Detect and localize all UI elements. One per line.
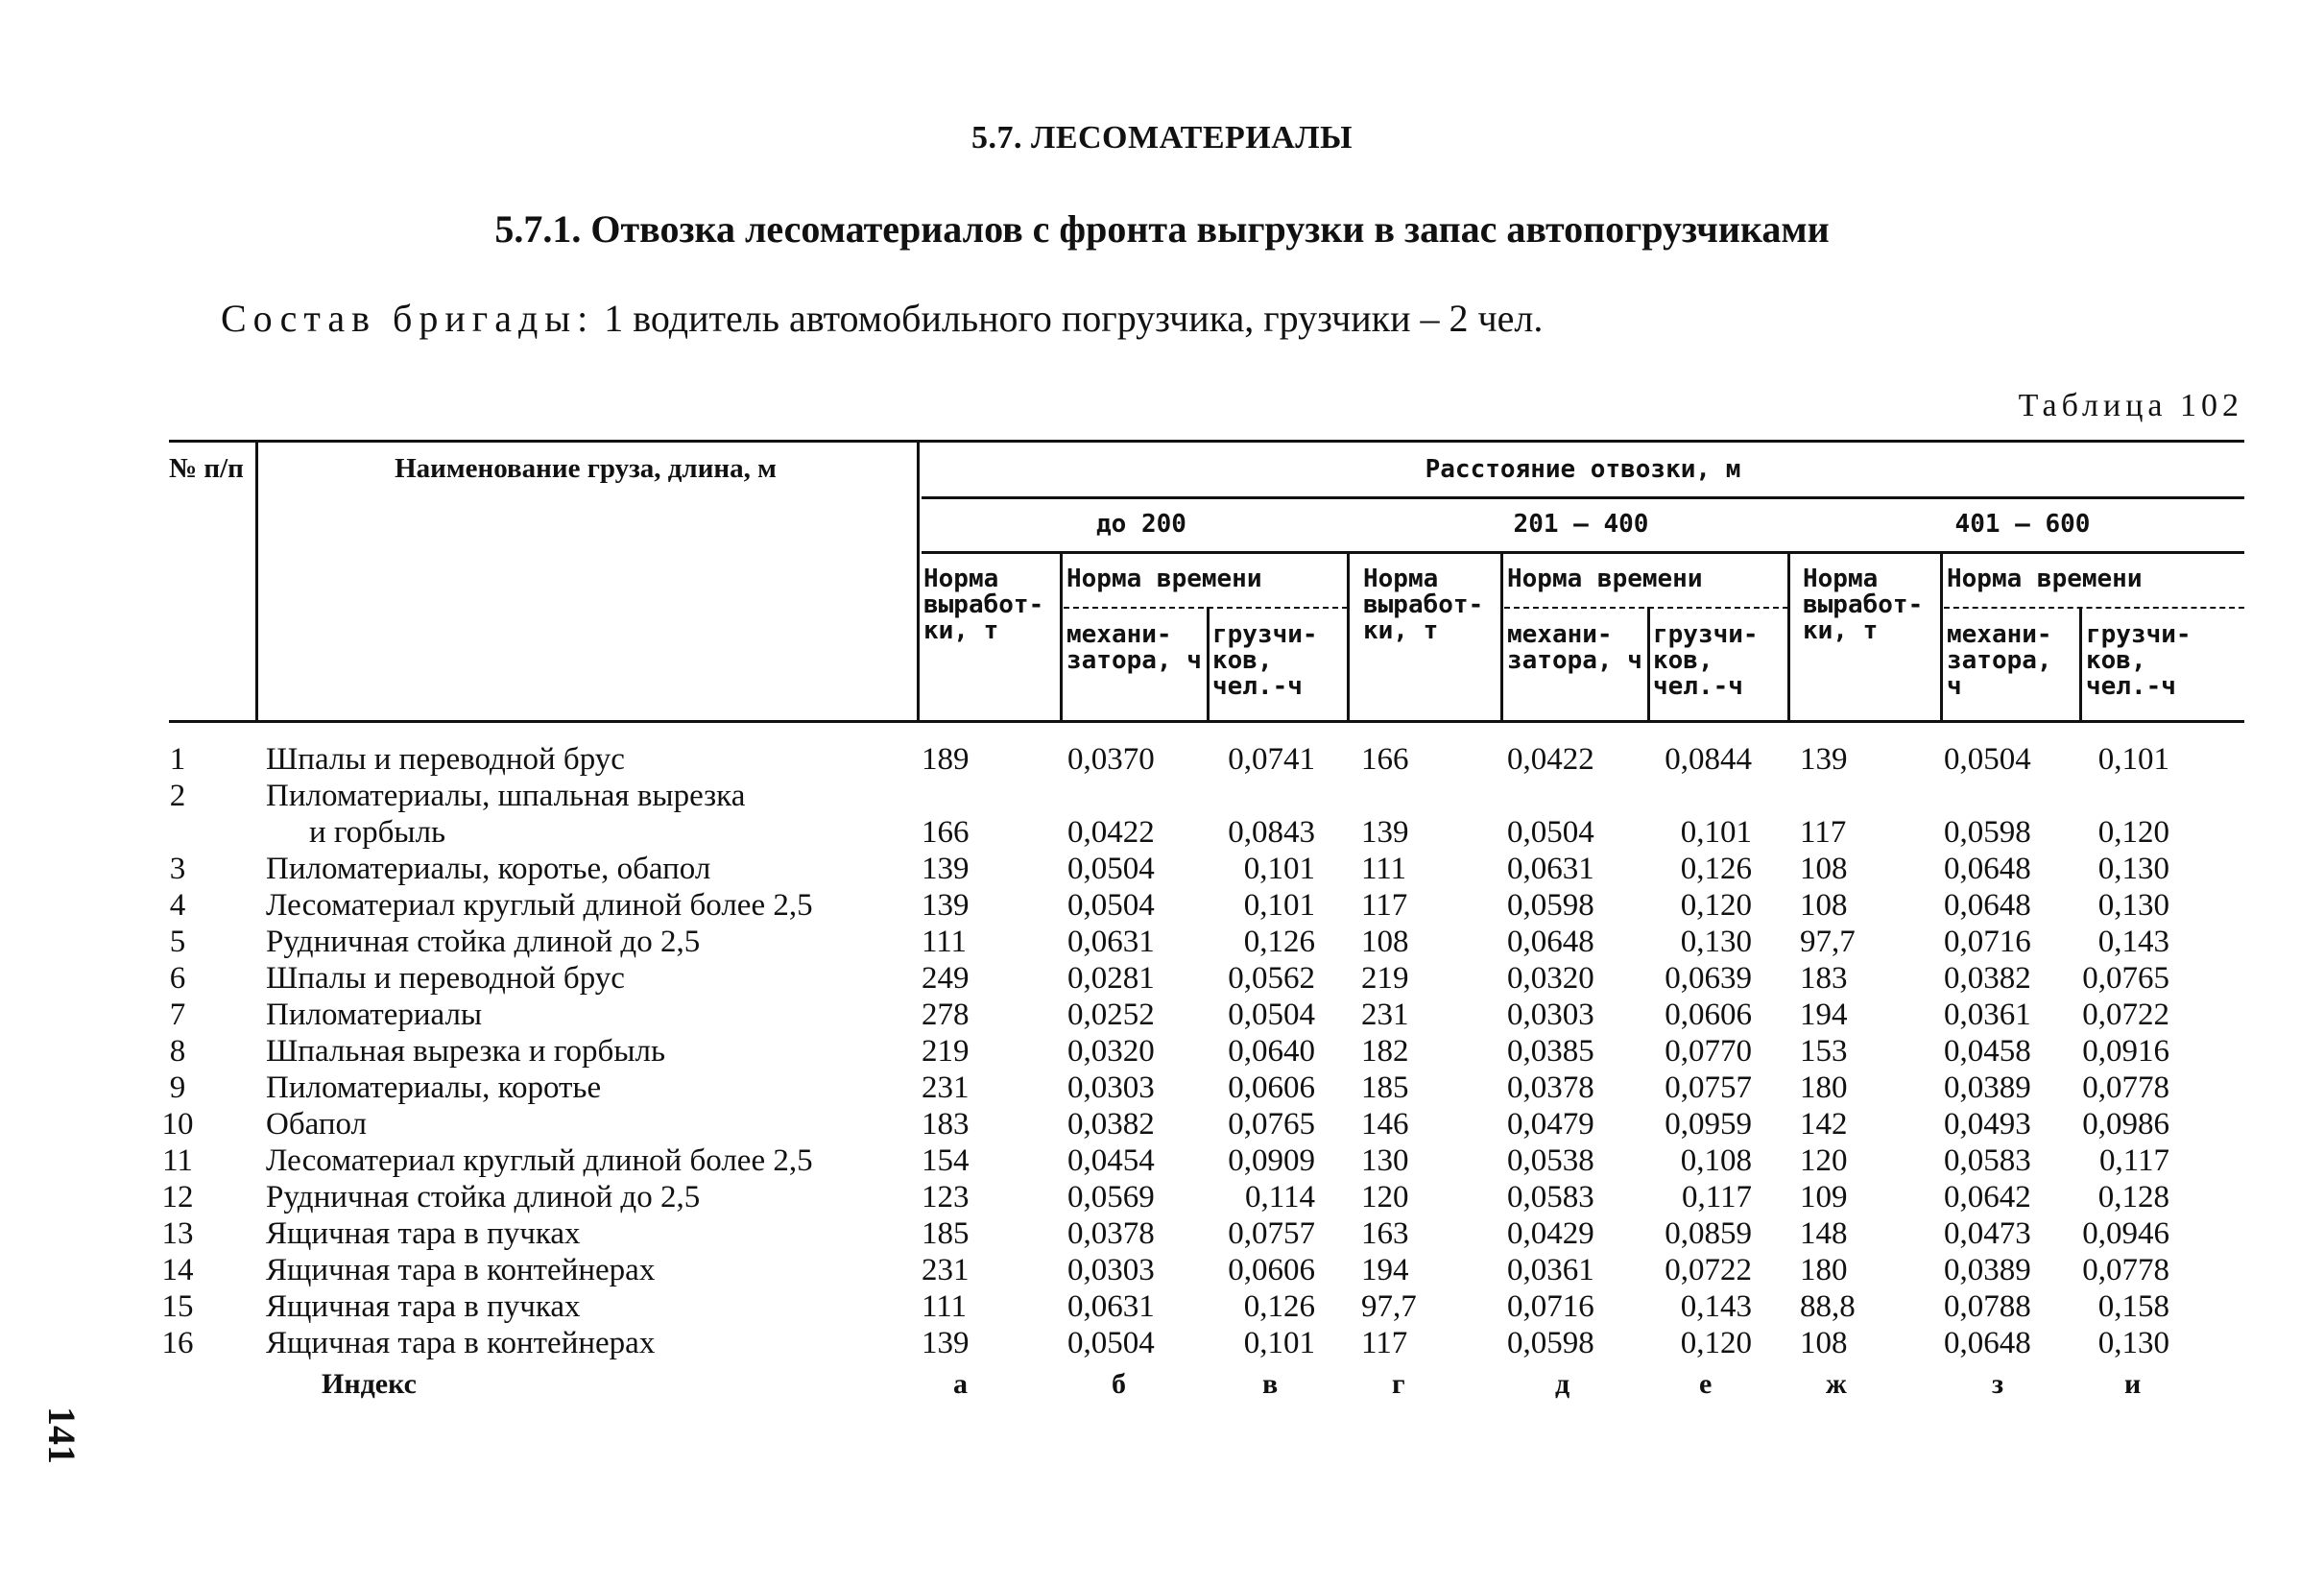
- vrule-1c: [1347, 554, 1350, 720]
- row-value: 0,0303: [1067, 1253, 1155, 1287]
- row-value: 0,0778: [2082, 1070, 2169, 1105]
- row-value: 0,0281: [1067, 961, 1155, 996]
- row-name: Обапол: [266, 1107, 368, 1142]
- row-value: 148: [1800, 1216, 1848, 1251]
- row-value: 231: [922, 1253, 970, 1287]
- row-value: 88,8: [1800, 1289, 1856, 1324]
- row-value: 0,126: [1243, 1289, 1315, 1324]
- row-value: 194: [1800, 998, 1848, 1032]
- page-number: 141: [40, 1407, 84, 1464]
- row-value: 120: [1800, 1143, 1848, 1178]
- table-row: [0, 960, 2324, 997]
- row-value: 142: [1800, 1107, 1848, 1142]
- index-letter: а: [953, 1368, 968, 1400]
- row-value: 0,0859: [1665, 1216, 1752, 1251]
- table-row: [0, 778, 2324, 850]
- row-value: 0,0389: [1944, 1070, 2031, 1105]
- vrule-num: [255, 440, 258, 720]
- row-value: 0,0370: [1067, 742, 1155, 777]
- vrule-3a: [1940, 554, 1943, 720]
- row-number: 16: [161, 1326, 194, 1360]
- row-value: 0,0252: [1067, 998, 1155, 1032]
- row-value: 0,0716: [1944, 925, 2031, 959]
- header-rule-groups: [922, 551, 2244, 554]
- crew-text: 1 водитель автомобильного погрузчика, грузчики – 2 чел.: [604, 297, 1544, 340]
- row-value: 0,0716: [1507, 1289, 1594, 1324]
- header-norm-time-1: Норма времени: [1066, 565, 1262, 593]
- row-value: 0,120: [1680, 888, 1752, 923]
- row-number: 1: [169, 742, 186, 777]
- row-value: 0,0598: [1507, 888, 1594, 923]
- table-row: [0, 741, 2324, 778]
- row-value: 0,0648: [1944, 1326, 2031, 1360]
- row-value: 0,130: [2097, 852, 2169, 886]
- index-letter: в: [1262, 1368, 1279, 1400]
- table-row: [0, 1033, 2324, 1070]
- row-value: 0,0382: [1944, 961, 2031, 996]
- row-name: Ящичная тара в пучках: [266, 1216, 581, 1251]
- row-value: 0,0361: [1507, 1253, 1594, 1287]
- vrule-name: [917, 440, 920, 720]
- header-rule-time-3: [1944, 607, 2244, 609]
- row-value: 194: [1361, 1253, 1409, 1287]
- table-row: [0, 1179, 2324, 1215]
- vrule-2c: [1787, 554, 1790, 720]
- row-value: 0,128: [2097, 1180, 2169, 1214]
- row-value: 0,0765: [1228, 1107, 1315, 1142]
- row-value: 166: [1361, 742, 1409, 777]
- row-value: 0,158: [2097, 1289, 2169, 1324]
- table-row: [0, 1325, 2324, 1361]
- row-value: 0,0378: [1067, 1216, 1155, 1251]
- row-name: Пиломатериалы, коротье: [266, 1070, 602, 1105]
- row-value: 139: [1800, 742, 1848, 777]
- row-value: 117: [1800, 815, 1847, 850]
- row-value: 0,0361: [1944, 998, 2031, 1032]
- row-value: 0,0722: [1665, 1253, 1752, 1287]
- table-row: [0, 997, 2324, 1033]
- row-value: 0,0382: [1067, 1107, 1155, 1142]
- row-value: 0,0778: [2082, 1253, 2169, 1287]
- vrule-1b: [1207, 607, 1210, 720]
- table-row: [0, 924, 2324, 960]
- table-row: [0, 887, 2324, 924]
- header-top-rule: [169, 440, 2244, 443]
- header-rule-time-2: [1504, 607, 1788, 609]
- index-letter: з: [1992, 1368, 2004, 1400]
- row-value: 0,0493: [1944, 1107, 2031, 1142]
- row-value: 0,0598: [1944, 815, 2031, 850]
- vrule-2a: [1500, 554, 1503, 720]
- row-value: 163: [1361, 1216, 1409, 1251]
- row-value: 0,101: [1243, 888, 1315, 923]
- header-distance: Расстояние отвозки, м: [1425, 455, 1741, 484]
- row-value: 0,120: [2097, 815, 2169, 850]
- row-value: 139: [922, 888, 970, 923]
- row-number: 3: [169, 852, 186, 886]
- row-value: 0,0765: [2082, 961, 2169, 996]
- table-header: [0, 0, 2324, 730]
- row-value: 0,0916: [2082, 1034, 2169, 1069]
- header-loaders-2: грузчи-ков, чел.-ч: [1653, 620, 1759, 701]
- header-operator-3: механи-затора, ч: [1947, 620, 2052, 701]
- row-value: 109: [1800, 1180, 1848, 1214]
- row-name: Шпалы и переводной брус: [266, 742, 625, 777]
- header-rule-distance: [922, 496, 2244, 499]
- row-value: 130: [1361, 1143, 1409, 1178]
- row-value: 0,126: [1680, 852, 1752, 886]
- header-norm-output-3: Норма выработ-ки, т: [1803, 565, 1924, 645]
- row-value: 0,108: [1680, 1143, 1752, 1178]
- row-value: 185: [1361, 1070, 1409, 1105]
- row-name: Пиломатериалы, коротье, обапол: [266, 852, 711, 886]
- row-value: 97,7: [1361, 1289, 1417, 1324]
- row-value: 0,0378: [1507, 1070, 1594, 1105]
- row-value: 0,130: [2097, 888, 2169, 923]
- row-value: 249: [922, 961, 970, 996]
- row-number: 4: [169, 888, 186, 923]
- subsection-title: 5.7.1. Отвозка лесоматериалов с фронта выгрузки в запас автопогрузчиками: [494, 207, 1830, 251]
- header-group-3: 401 – 600: [1954, 510, 2091, 539]
- row-value: 219: [1361, 961, 1409, 996]
- header-norm-time-2: Норма времени: [1507, 565, 1703, 593]
- row-value: 120: [1361, 1180, 1409, 1214]
- row-name: Лесоматериал круглый длиной более 2,5: [266, 1143, 813, 1178]
- header-bottom-rule: [169, 720, 2244, 723]
- index-letter: г: [1392, 1368, 1405, 1400]
- row-value: 108: [1800, 1326, 1848, 1360]
- row-value: 0,101: [1243, 852, 1315, 886]
- header-rule-time-1: [1064, 607, 1348, 609]
- row-value: 139: [922, 852, 970, 886]
- row-value: 0,0303: [1067, 1070, 1155, 1105]
- row-value: 0,0757: [1228, 1216, 1315, 1251]
- row-value: 154: [922, 1143, 970, 1178]
- row-value: 0,0606: [1228, 1253, 1315, 1287]
- row-name: Ящичная тара в пучках: [266, 1289, 581, 1324]
- row-value: 0,0788: [1944, 1289, 2031, 1324]
- row-value: 0,0504: [1067, 888, 1155, 923]
- index-letter: б: [1112, 1368, 1126, 1400]
- row-value: 0,0741: [1228, 742, 1315, 777]
- row-value: 0,0909: [1228, 1143, 1315, 1178]
- row-value: 111: [922, 1289, 968, 1324]
- row-value: 0,101: [1243, 1326, 1315, 1360]
- row-value: 111: [922, 925, 968, 959]
- row-value: 0,0986: [2082, 1107, 2169, 1142]
- row-value: 0,0631: [1067, 1289, 1155, 1324]
- row-value: 183: [922, 1107, 970, 1142]
- row-name: Пиломатериалы, шпальная вырезка: [266, 779, 746, 813]
- crew-label: Состав бригады:: [221, 297, 595, 340]
- row-value: 0,0454: [1067, 1143, 1155, 1178]
- row-value: 0,0598: [1507, 1326, 1594, 1360]
- row-value: 0,126: [1243, 925, 1315, 959]
- table-row: [0, 1252, 2324, 1288]
- row-value: 0,0959: [1665, 1107, 1752, 1142]
- row-value: 166: [922, 815, 970, 850]
- row-number: 9: [169, 1070, 186, 1105]
- row-number: 13: [161, 1216, 194, 1251]
- row-value: 180: [1800, 1070, 1848, 1105]
- index-letter: и: [2124, 1368, 2142, 1400]
- row-value: 97,7: [1800, 925, 1856, 959]
- row-value: 0,130: [2097, 1326, 2169, 1360]
- row-value: 123: [922, 1180, 970, 1214]
- index-letter: ж: [1826, 1368, 1847, 1400]
- row-value: 0,0504: [1944, 742, 2031, 777]
- table-caption: Таблица 102: [2018, 388, 2243, 423]
- row-number: 8: [169, 1034, 186, 1069]
- row-name: Шпалы и переводной брус: [266, 961, 625, 996]
- header-loaders-3: грузчи-ков, чел.-ч: [2086, 620, 2192, 701]
- row-value: 0,0538: [1507, 1143, 1594, 1178]
- row-value: 0,101: [2097, 742, 2169, 777]
- row-value: 183: [1800, 961, 1848, 996]
- row-value: 0,0843: [1228, 815, 1315, 850]
- header-operator-2: механи-затора, ч: [1507, 620, 1642, 675]
- header-name: Наименование груза, длина, м: [395, 453, 777, 484]
- row-value: 111: [1361, 852, 1407, 886]
- header-group-2: 201 – 400: [1513, 510, 1649, 539]
- row-number: 10: [161, 1107, 194, 1142]
- index-label: Индекс: [322, 1368, 417, 1400]
- row-number: 6: [169, 961, 186, 996]
- index-letter: д: [1555, 1368, 1570, 1400]
- row-value: 0,143: [2097, 925, 2169, 959]
- row-value: 0,0770: [1665, 1034, 1752, 1069]
- section-title: 5.7. ЛЕСОМАТЕРИАЛЫ: [970, 120, 1353, 156]
- row-value: 117: [1361, 1326, 1408, 1360]
- row-number: 12: [161, 1180, 194, 1214]
- row-value: 0,0422: [1507, 742, 1594, 777]
- row-name: Рудничная стойка длиной до 2,5: [266, 925, 701, 959]
- row-value: 0,143: [1680, 1289, 1752, 1324]
- header-group-1: до 200: [1096, 510, 1186, 539]
- header-norm-time-3: Норма времени: [1947, 565, 2143, 593]
- row-value: 219: [922, 1034, 970, 1069]
- row-name: Пиломатериалы: [266, 998, 483, 1032]
- row-value: 0,0631: [1067, 925, 1155, 959]
- row-number: 2: [169, 779, 186, 813]
- row-value: 0,0642: [1944, 1180, 2031, 1214]
- row-value: 139: [922, 1326, 970, 1360]
- row-value: 0,0606: [1228, 1070, 1315, 1105]
- row-value: 0,0648: [1944, 888, 2031, 923]
- row-value: 108: [1361, 925, 1409, 959]
- row-value: 0,114: [1244, 1180, 1315, 1214]
- table-row: [0, 1106, 2324, 1142]
- row-value: 0,117: [1681, 1180, 1752, 1214]
- table-row: [0, 1070, 2324, 1106]
- row-value: 117: [1361, 888, 1408, 923]
- row-value: 0,0648: [1944, 852, 2031, 886]
- row-number: 7: [169, 998, 186, 1032]
- row-number: 5: [169, 925, 186, 959]
- row-value: 0,0473: [1944, 1216, 2031, 1251]
- row-name: Ящичная тара в контейнерах: [266, 1326, 656, 1360]
- row-value: 0,0562: [1228, 961, 1315, 996]
- row-number: 11: [162, 1143, 193, 1178]
- vrule-1a: [1060, 554, 1063, 720]
- row-value: 108: [1800, 888, 1848, 923]
- row-value: 0,0385: [1507, 1034, 1594, 1069]
- row-value: 231: [1361, 998, 1409, 1032]
- row-value: 0,0458: [1944, 1034, 2031, 1069]
- header-norm-output-2: Норма выработ-ки, т: [1363, 565, 1484, 645]
- row-value: 139: [1361, 815, 1409, 850]
- row-value: 0,0606: [1665, 998, 1752, 1032]
- row-value: 0,130: [1680, 925, 1752, 959]
- vrule-2b: [1647, 607, 1650, 720]
- row-value: 0,0320: [1067, 1034, 1155, 1069]
- header-loaders-1: грузчи-ков, чел.-ч: [1212, 620, 1318, 701]
- row-value: 0,0640: [1228, 1034, 1315, 1069]
- row-value: 231: [922, 1070, 970, 1105]
- row-value: 0,0303: [1507, 998, 1594, 1032]
- header-operator-1: механи-затора, ч: [1066, 620, 1202, 675]
- row-value: 146: [1361, 1107, 1409, 1142]
- row-name: Шпальная вырезка и горбыль: [266, 1034, 666, 1069]
- row-value: 0,0504: [1067, 1326, 1155, 1360]
- row-value: 0,0844: [1665, 742, 1752, 777]
- row-value: 0,0569: [1067, 1180, 1155, 1214]
- row-value: 0,120: [1680, 1326, 1752, 1360]
- table-row: [0, 851, 2324, 887]
- row-value: 0,0648: [1507, 925, 1594, 959]
- row-number: 15: [161, 1289, 194, 1324]
- table-row: [0, 1142, 2324, 1179]
- row-value: 108: [1800, 852, 1848, 886]
- row-value: 0,0504: [1228, 998, 1315, 1032]
- row-number: 14: [161, 1253, 194, 1287]
- row-value: 0,0639: [1665, 961, 1752, 996]
- row-value: 0,117: [2098, 1143, 2169, 1178]
- row-value: 153: [1800, 1034, 1848, 1069]
- row-value: 0,0946: [2082, 1216, 2169, 1251]
- row-value: 0,0422: [1067, 815, 1155, 850]
- row-value: 278: [922, 998, 970, 1032]
- row-value: 0,0583: [1944, 1143, 2031, 1178]
- row-name: Рудничная стойка длиной до 2,5: [266, 1180, 701, 1214]
- row-value: 0,0479: [1507, 1107, 1594, 1142]
- row-value: 0,0722: [2082, 998, 2169, 1032]
- row-value: 0,0631: [1507, 852, 1594, 886]
- header-num: № п/п: [169, 453, 244, 484]
- index-letter: е: [1699, 1368, 1713, 1400]
- row-name: Лесоматериал круглый длиной более 2,5: [266, 888, 813, 923]
- row-value: 0,0583: [1507, 1180, 1594, 1214]
- header-norm-output-1: Норма выработ-ки, т: [923, 565, 1044, 645]
- row-name: Ящичная тара в контейнерах: [266, 1253, 656, 1287]
- table-row: [0, 1215, 2324, 1252]
- row-value: 0,0320: [1507, 961, 1594, 996]
- row-name-continued: и горбыль: [309, 815, 446, 850]
- row-value: 0,0429: [1507, 1216, 1594, 1251]
- table-row: [0, 1288, 2324, 1325]
- row-value: 180: [1800, 1253, 1848, 1287]
- row-value: 0,0504: [1067, 852, 1155, 886]
- row-value: 0,0389: [1944, 1253, 2031, 1287]
- row-value: 0,0504: [1507, 815, 1594, 850]
- row-value: 0,0757: [1665, 1070, 1752, 1105]
- row-value: 182: [1361, 1034, 1409, 1069]
- row-value: 189: [922, 742, 970, 777]
- row-value: 185: [922, 1216, 970, 1251]
- row-value: 0,101: [1680, 815, 1752, 850]
